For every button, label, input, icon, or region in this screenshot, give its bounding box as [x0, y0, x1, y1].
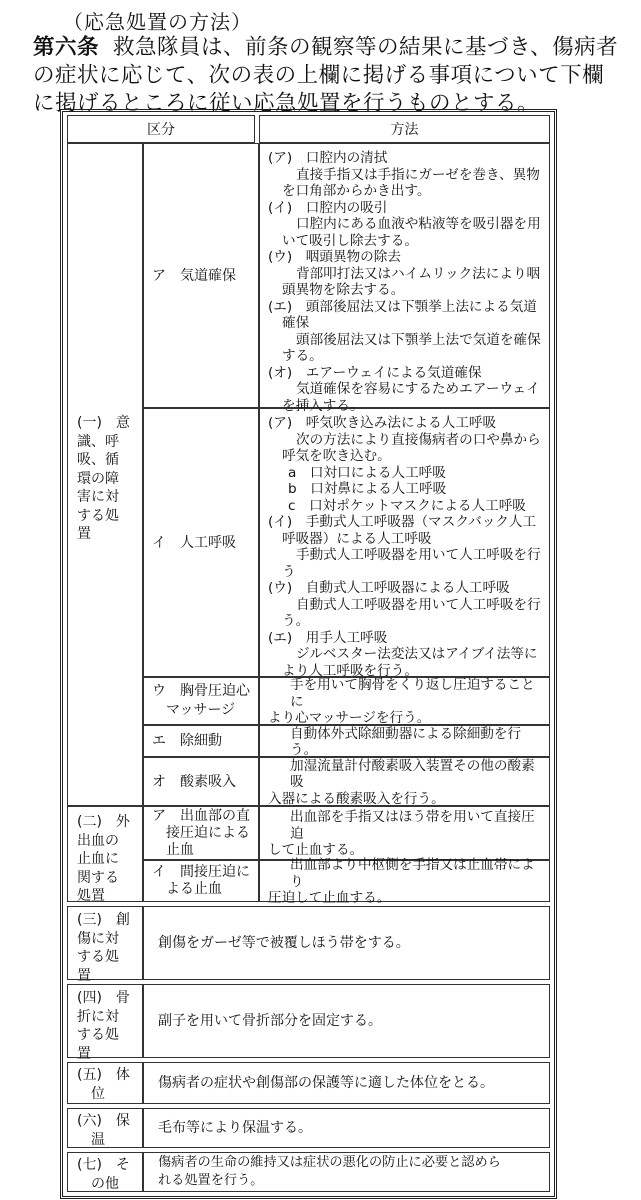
- method-line: ジルベスター法変法又はアイブイ法等に: [296, 646, 538, 662]
- method-line: (ア) 口腔内の清拭: [268, 150, 388, 166]
- method-line: 呼気を吹き込む。: [282, 448, 391, 464]
- cardiac-massage-label: ウ 胸骨圧迫心 マッサージ: [143, 677, 259, 725]
- ventilation-label: イ 人工呼吸: [143, 408, 259, 677]
- oxygen-label: オ 酸素吸入: [143, 757, 259, 806]
- method-line: b 口対鼻による人工呼吸: [288, 481, 447, 497]
- label-line: する処: [77, 1027, 119, 1043]
- airway-label: ア 気道確保: [143, 143, 259, 408]
- label-line: (六) 保: [77, 1113, 130, 1129]
- category-1-label: [67, 143, 143, 806]
- header-category: 区分: [67, 115, 255, 143]
- method-line: 入器による酸素吸入を行う。: [268, 790, 445, 807]
- label-line: (七) そ: [77, 1157, 130, 1173]
- category-6-label: [67, 1108, 143, 1148]
- direct-pressure-method: [259, 806, 550, 860]
- method-line: 直接手指又は手指にガーゼを巻き、異物: [296, 166, 540, 183]
- label-line: 吸、循: [77, 452, 119, 468]
- category-7-label: [67, 1152, 143, 1192]
- category-3-label: [67, 906, 143, 984]
- airway-method: [259, 143, 550, 414]
- method-line: a 口対口による人工呼吸: [288, 464, 446, 481]
- article-paragraph: [33, 34, 623, 118]
- method-line: 手を用いて胸骨をくり返し圧迫することに: [290, 677, 535, 710]
- label-line: 出血の: [77, 832, 119, 849]
- indirect-pressure-label: イ 間接圧迫に よる止血: [143, 860, 259, 902]
- method-line: (イ) 手動式人工呼吸器（マスクバック人工: [268, 514, 537, 530]
- method-line: 頭異物を除去する。: [282, 282, 405, 298]
- label-line: 折に対: [77, 1008, 119, 1025]
- method-line: 手動式人工呼吸器を用いて人工呼吸を行: [296, 547, 541, 563]
- method-line: (エ) 頭部後屈法又は下顎挙上法による気道: [268, 298, 537, 315]
- method-line: より心マッサージを行う。: [268, 710, 431, 727]
- method-line: う。: [282, 613, 310, 629]
- method-line: 自動式人工呼吸器を用いて人工呼吸を行: [296, 596, 541, 613]
- method-line: を挿入する。: [282, 397, 364, 414]
- ventilation-method: [259, 408, 550, 677]
- label-line: 関する: [77, 869, 119, 886]
- label-line: 環の障: [77, 470, 119, 487]
- method-line: 出血部を手指又はほう帯を用いて直接圧迫: [290, 809, 535, 842]
- label-line: 害に対: [77, 489, 119, 505]
- label-line: 傷に対: [77, 930, 119, 947]
- label-line: (三) 創: [77, 912, 130, 928]
- method-line: (ア) 呼気吹き込み法による人工呼吸: [268, 415, 497, 431]
- method-line: 呼吸器）による人工呼吸: [282, 530, 432, 547]
- label-line: 置: [77, 967, 91, 984]
- label-line: 処置: [77, 888, 105, 904]
- defibrillation-method: [259, 725, 550, 757]
- method-line: する。: [282, 348, 323, 364]
- section-heading: （応急処置の方法）: [63, 10, 252, 34]
- label-line: (四) 骨: [77, 990, 130, 1006]
- method-line: 気道確保を容易にするためエアーウェイ: [296, 381, 540, 397]
- method-line: より人工呼吸を行う。: [282, 662, 418, 679]
- method-line: して止血する。: [268, 842, 364, 859]
- method-line: いて吸引し除去する。: [282, 232, 418, 249]
- label-line: する処: [77, 949, 119, 965]
- method-line: c 口対ポケットマスクによる人工呼吸: [288, 497, 526, 514]
- category-4-label: [67, 984, 143, 1062]
- category-5-label: [67, 1062, 143, 1104]
- method-line: 頭部後屈法又は下顎挙上法で気道を確保: [296, 331, 541, 348]
- category-6-method: 毛布等により保温する。: [143, 1108, 550, 1148]
- header-method: 方法: [259, 115, 550, 143]
- label-line: (二) 外: [77, 814, 130, 830]
- cardiac-massage-method: [259, 677, 550, 725]
- method-line: 次の方法により直接傷病者の口や鼻から: [296, 431, 541, 448]
- category-3-method: 創傷をガーゼ等で被覆しほう帯をする。: [143, 906, 550, 980]
- method-line: (ウ) 自動式人工呼吸器による人工呼吸: [268, 580, 510, 596]
- procedure-table: [60, 109, 557, 1199]
- method-line: う: [282, 563, 296, 580]
- method-line: 出血部より中枢側を手指又は止血帯により: [290, 857, 535, 890]
- method-line: (イ) 口腔内の吸引: [268, 199, 388, 216]
- method-line: 圧迫して止血する。: [268, 890, 391, 907]
- direct-pressure-label: ア 出血部の直 接圧迫による 止血: [143, 806, 259, 860]
- label-line: 位: [91, 1085, 105, 1102]
- category-4-method: 副子を用いて骨折部分を固定する。: [143, 984, 550, 1058]
- label-line: 温: [91, 1131, 105, 1148]
- category-7-method: 傷病者の生命の維持又は症状の悪化の防止に必要と認めら れる処置を行う。: [143, 1152, 550, 1192]
- oxygen-method: [259, 757, 550, 806]
- article-title: 第六条: [33, 35, 100, 60]
- defibrillation-label: エ 除細動: [143, 725, 259, 757]
- label-line: 識、呼: [77, 433, 119, 450]
- label-line: 置: [77, 526, 91, 542]
- method-line: 背部叩打法又はハイムリック法により咽: [296, 265, 541, 282]
- category-5-method: 傷病者の症状や創傷部の保護等に適した体位をとる。: [143, 1062, 550, 1104]
- method-line: 口腔内にある血液や粘液等を吸引器を用: [296, 216, 541, 232]
- label-line: 置: [77, 1045, 91, 1062]
- article-text: 救急隊員は、前条の観察等の結果に基づき、傷病者の症状に応じて、次の表の上欄に掲げる事項について下欄に掲げるところに従い応急処置を行うものとする。: [33, 35, 619, 116]
- label-line: 止血に: [77, 851, 119, 867]
- method-line: を口角部からかき出す。: [282, 183, 431, 199]
- method-line: 確保: [282, 315, 310, 331]
- label-line: (五) 体: [77, 1067, 130, 1083]
- indirect-pressure-method: [259, 857, 550, 907]
- method-line: 自動体外式除細動器による除細動を行う。: [290, 725, 522, 758]
- label-line: (一) 意: [77, 415, 130, 431]
- method-line: (ウ) 咽頭異物の除去: [268, 249, 401, 265]
- method-line: (オ) エアーウェイによる気道確保: [268, 364, 482, 381]
- method-line: (エ) 用手人工呼吸: [268, 629, 388, 646]
- label-line: する処: [77, 507, 119, 524]
- category-2-label: [67, 806, 143, 902]
- method-line: 加湿流量計付酸素吸入装置その他の酸素吸: [290, 757, 535, 791]
- label-line: の他: [91, 1175, 119, 1192]
